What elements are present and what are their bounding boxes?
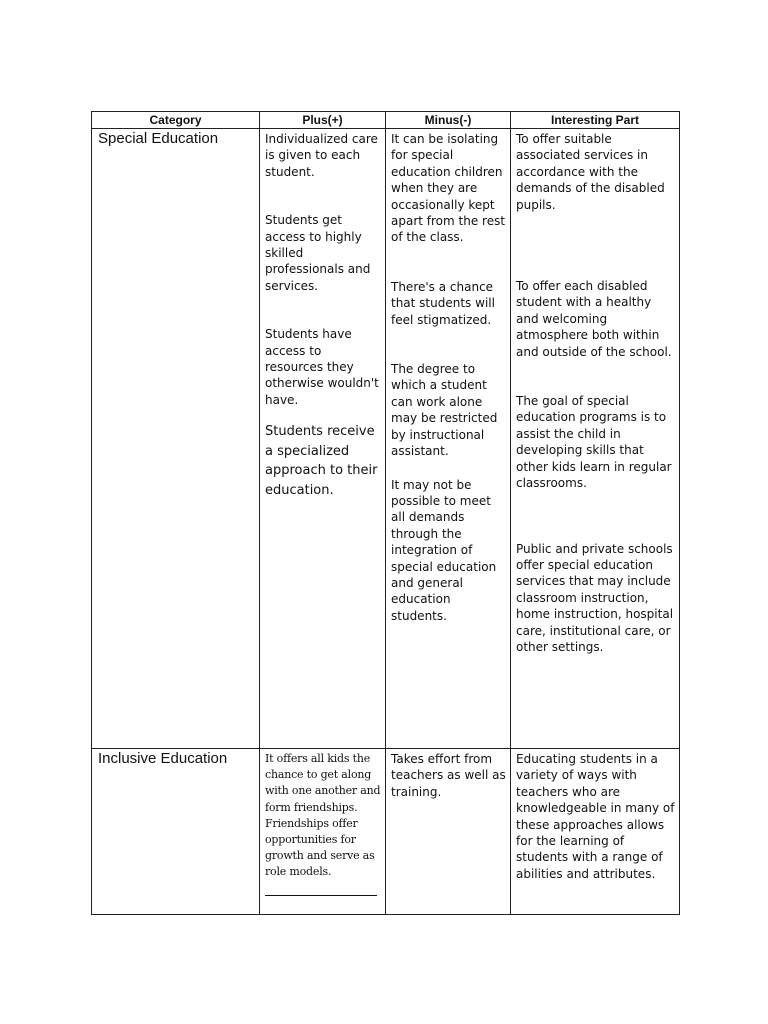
header-row <box>92 112 680 129</box>
interesting-item: The goal of special education programs is to assist the child in developing skills that other kids learn in regular classrooms. <box>516 394 672 491</box>
plus-item: It offers all kids the chance to get along with one another and form friendships. Friendships offer opportunities for growth and serve as role models. <box>265 752 381 879</box>
plus-item: Students receive a specialized approach to their education. <box>265 424 378 498</box>
interesting-item: To offer each disabled student with a healthy and welcoming atmosphere both within and outside of the school. <box>516 279 672 359</box>
interesting-item: To offer suitable associated services in accordance with the demands of the disabled pupils. <box>516 132 665 212</box>
header-category: Category <box>92 112 260 129</box>
underline-rule <box>265 895 377 896</box>
header-minus: Minus(-) <box>386 112 511 129</box>
table-row-special-education <box>92 129 680 749</box>
interesting-cell <box>511 749 680 915</box>
header-interesting: Interesting Part <box>511 112 680 129</box>
interesting-item: Educating students in a variety of ways with teachers who are knowledgeable in many of these approaches allows for the learning of students with a range of abilities and attributes. <box>516 752 675 881</box>
minus-cell <box>386 749 511 915</box>
pmi-table <box>91 111 680 915</box>
plus-item: Individualized care is given to each student. <box>265 132 378 179</box>
minus-item: Takes effort from teachers as well as training. <box>391 752 506 799</box>
minus-item: The degree to which a student can work alone may be restricted by instructional assistant. <box>391 362 498 459</box>
plus-item: Students get access to highly skilled professionals and services. <box>265 213 371 293</box>
minus-item: There's a chance that students will feel stigmatized. <box>391 279 495 327</box>
category-label: Special Education <box>98 130 219 147</box>
category-cell <box>92 129 260 749</box>
plus-cell <box>260 749 386 915</box>
category-label: Inclusive Education <box>98 750 228 767</box>
minus-item: It may not be possible to meet all demands through the integration of special education and general education students. <box>391 477 497 623</box>
header-plus: Plus(+) <box>260 112 386 129</box>
minus-cell <box>386 129 511 749</box>
table-row-inclusive-education <box>92 749 680 915</box>
interesting-cell <box>511 129 680 749</box>
minus-item: It can be isolating for special education children when they are occasionally kept apart from the rest of the class. <box>391 132 506 245</box>
plus-item: Students have access to resources they otherwise wouldn't have. <box>265 327 379 407</box>
plus-cell <box>260 129 386 749</box>
category-cell <box>92 749 260 915</box>
interesting-item: Public and private schools offer special education services that may include classroom instruction, home instruction, hospital care, institutional care, or other settings. <box>516 541 674 654</box>
